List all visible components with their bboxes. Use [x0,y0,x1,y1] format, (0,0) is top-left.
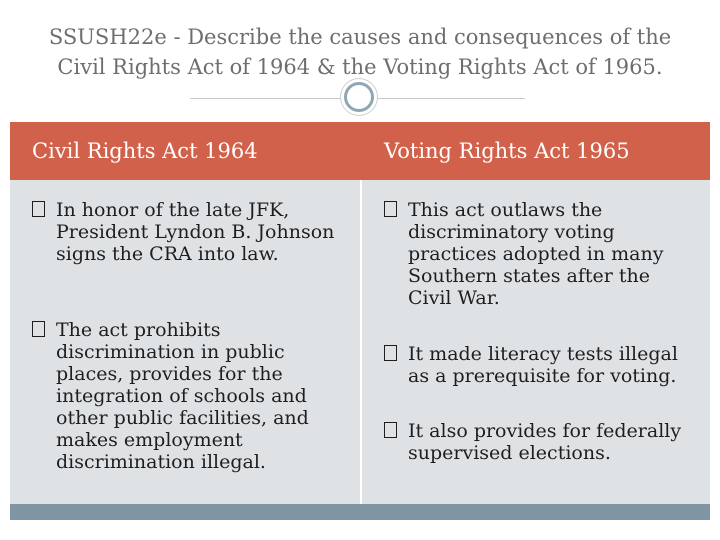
left-bullet-text: In honor of the late JFK, President Lyndon B. Johnson signs the CRA into law. [56,199,335,265]
slide-title [20,22,700,82]
checkbox-bullet-icon [384,345,397,361]
left-bullet-text: The act prohibits discrimination in public places, provides for the integration of schools and other public facilities, and makes employment discrimination illegal. [56,319,309,473]
title-circle-ornament [341,79,377,115]
left-bullet-item [32,199,347,265]
title-line-2: Civil Rights Act of 1964 & the Voting Rights Act of 1965. [57,55,663,79]
header-civil-rights-act: Civil Rights Act 1964 [32,139,258,163]
header-voting-rights-act: Voting Rights Act 1965 [384,139,630,163]
checkbox-bullet-icon [32,201,45,217]
right-bullet-text: It also provides for federally supervised elections. [408,420,682,464]
title-line-1: SSUSH22e - Describe the causes and consequences of the [48,25,672,49]
comparison-table [10,122,710,520]
checkbox-bullet-icon [32,321,45,337]
column-divider [360,180,362,504]
right-bullet-item [384,343,694,387]
right-bullet-text: This act outlaws the discriminatory voting practices adopted in many Southern states after the Civil War. [408,199,664,309]
checkbox-bullet-icon [384,422,397,438]
right-bullet-item [384,420,694,464]
checkbox-bullet-icon [384,201,397,217]
table-header-row [10,122,710,180]
left-bullet-item [32,319,347,473]
right-bullet-item [384,199,694,309]
right-bullet-text: It made literacy tests illegal as a prerequisite for voting. [408,343,678,387]
table-footer-bar [10,504,710,520]
